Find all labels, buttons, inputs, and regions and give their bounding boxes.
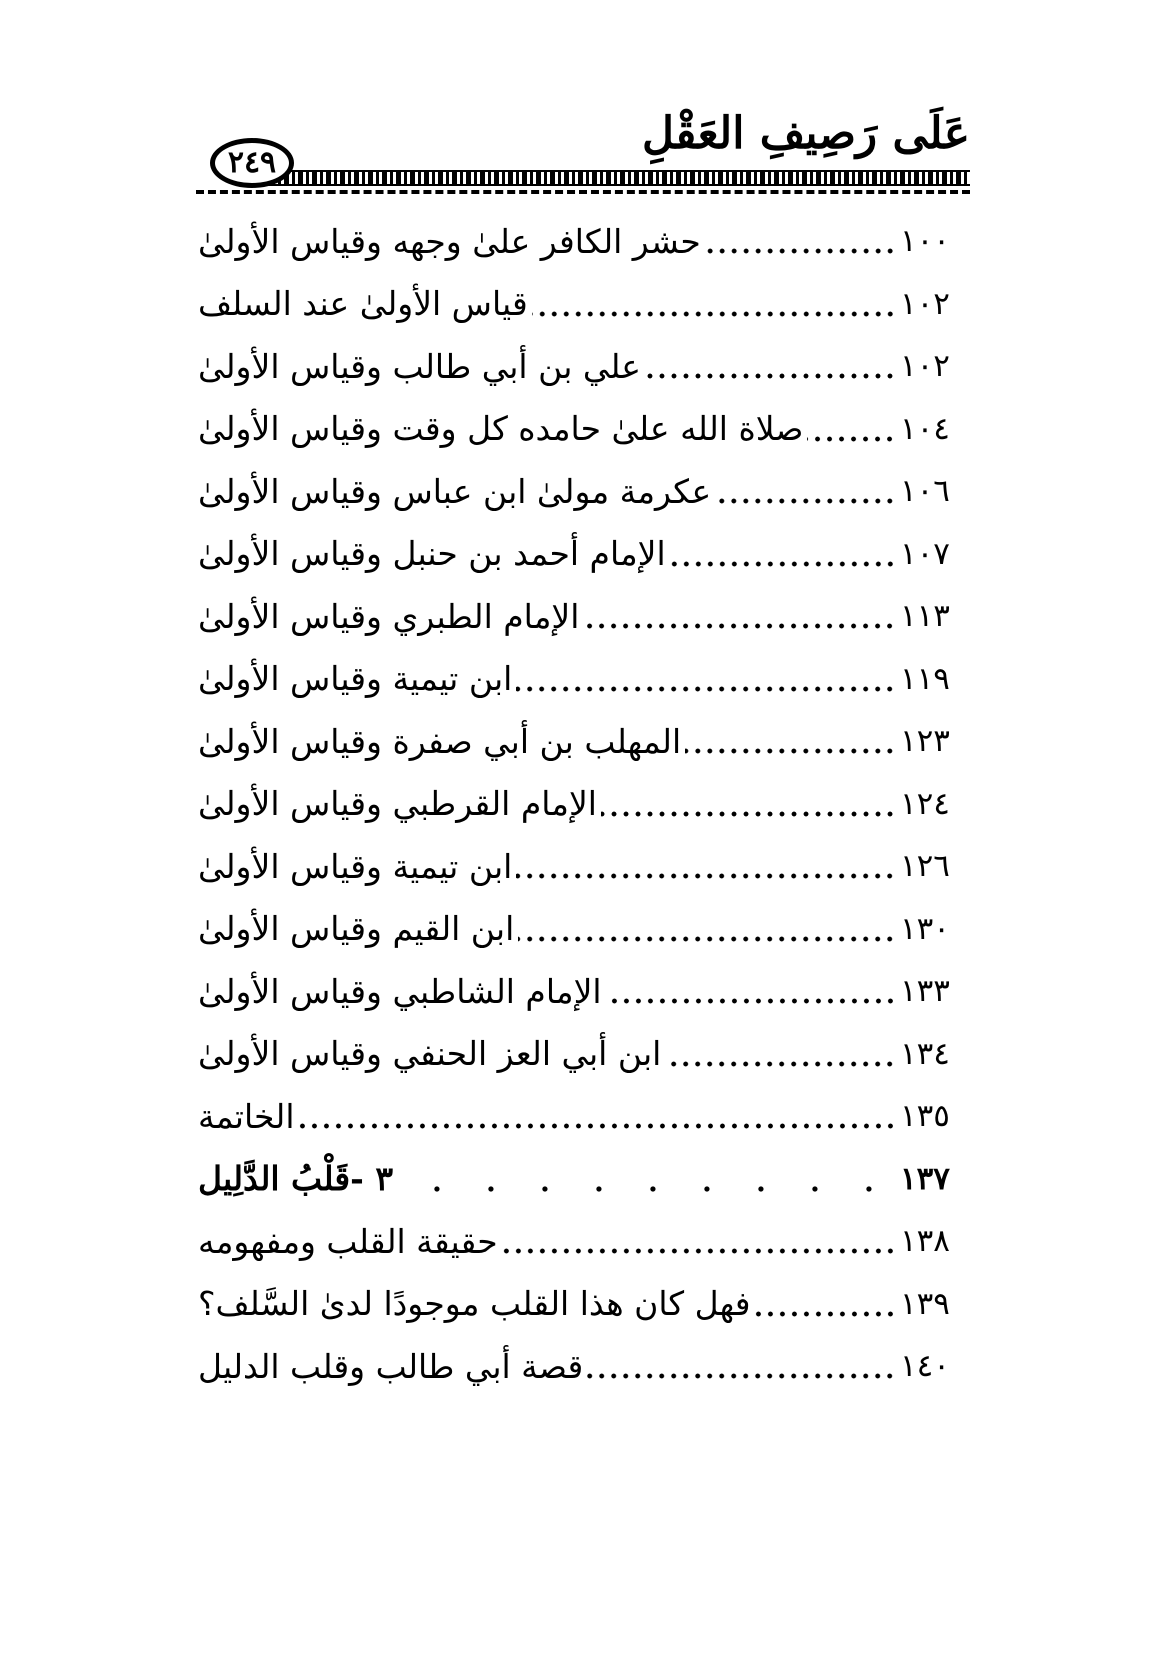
toc-entry-title: الخاتمة (198, 1096, 295, 1136)
toc-entry-title: فهل كان هذا القلب موجودًا لدىٰ السَّلف؟ (198, 1284, 751, 1324)
toc-entry-title: ابن تيمية وقياس الأولىٰ (198, 846, 513, 886)
toc-entry-page: ١٣٨ (900, 1223, 950, 1260)
toc-entry-page: ١٣٧ (900, 1160, 950, 1197)
dot-leader (299, 1099, 896, 1133)
toc-entry (198, 773, 970, 836)
toc-entry (198, 585, 970, 648)
toc-entry-page: ١١٣ (900, 598, 950, 635)
dot-leader (502, 1224, 896, 1258)
toc-entry-title: ابن أبي العز الحنفي وقياس الأولىٰ (198, 1034, 662, 1074)
toc-entry-title: الإمام أحمد بن حنبل وقياس الأولىٰ (198, 534, 666, 574)
dot-leader (601, 787, 896, 821)
dot-leader (807, 412, 896, 446)
toc-entry-title: الإمام الشاطبي وقياس الأولىٰ (198, 971, 602, 1011)
toc-entry (198, 960, 970, 1023)
dot-leader (755, 1287, 896, 1321)
toc-entry-title: حقيقة القلب ومفهومه (198, 1221, 498, 1261)
toc-entry-page: ١٣٤ (900, 1035, 950, 1072)
page-number-badge: ٢٤٩ (210, 138, 294, 188)
toc-entry (198, 1335, 970, 1398)
toc-entry (198, 210, 970, 273)
table-of-contents (198, 210, 970, 1398)
toc-entry-page: ١٠٠ (900, 223, 950, 260)
toc-entry-page: ١٠٢ (900, 348, 950, 385)
toc-entry (198, 898, 970, 961)
toc-entry-title: المهلب بن أبي صفرة وقياس الأولىٰ (198, 721, 682, 761)
toc-entry (198, 273, 970, 336)
toc-entry (198, 835, 970, 898)
toc-entry-title: الإمام القرطبي وقياس الأولىٰ (198, 784, 597, 824)
toc-entry-page: ١٢٣ (900, 723, 950, 760)
toc-entry-page: ١٢٦ (900, 848, 950, 885)
toc-entry-title: قياس الأولىٰ عند السلف (198, 284, 528, 324)
dot-leader (397, 1162, 896, 1196)
toc-entry-page: ١٣٥ (900, 1098, 950, 1135)
toc-entry (198, 460, 970, 523)
toc-entry-title: الإمام الطبري وقياس الأولىٰ (198, 596, 580, 636)
toc-entry (198, 710, 970, 773)
toc-entry (198, 648, 970, 711)
dot-leader (516, 662, 896, 696)
dot-leader (705, 224, 896, 258)
toc-entry-page: ١٠٧ (900, 535, 950, 572)
toc-entry-page: ١٠٢ (900, 285, 950, 322)
dot-leader (606, 974, 896, 1008)
dot-leader (715, 474, 896, 508)
dot-leader (665, 1037, 896, 1071)
toc-entry-title: ابن تيمية وقياس الأولىٰ (198, 659, 513, 699)
dashed-rule (196, 190, 970, 194)
dot-leader (518, 912, 896, 946)
toc-entry (198, 1273, 970, 1336)
toc-entry-title: ٣ -قَلْبُ الدَّلِيل (198, 1159, 394, 1199)
toc-entry-page: ١٠٦ (900, 473, 950, 510)
dot-leader (532, 287, 896, 321)
toc-entry-title: قصة أبي طالب وقلب الدليل (198, 1346, 584, 1386)
toc-entry-title: صلاة الله علىٰ حامده كل وقت وقياس الأولىٰ (198, 409, 804, 449)
dot-leader (685, 724, 896, 758)
toc-entry (198, 1085, 970, 1148)
toc-entry-page: ١٣٠ (900, 910, 950, 947)
dot-leader (670, 537, 896, 571)
ornamental-rule (256, 170, 970, 186)
toc-entry (198, 523, 970, 586)
toc-entry-title: ابن القيم وقياس الأولىٰ (198, 909, 515, 949)
toc-chapter-heading (198, 1148, 970, 1211)
dot-leader (583, 599, 896, 633)
toc-entry-page: ١٤٠ (900, 1348, 950, 1385)
toc-entry (198, 335, 970, 398)
toc-entry-page: ١٠٤ (900, 410, 950, 447)
toc-entry (198, 398, 970, 461)
toc-entry-title: عكرمة مولىٰ ابن عباس وقياس الأولىٰ (198, 471, 712, 511)
toc-entry-page: ١٣٣ (900, 973, 950, 1010)
dot-leader (516, 849, 896, 883)
toc-entry-page: ١٣٩ (900, 1285, 950, 1322)
toc-entry (198, 1023, 970, 1086)
toc-entry-title: حشر الكافر علىٰ وجهه وقياس الأولىٰ (198, 221, 701, 261)
toc-entry-title: علي بن أبي طالب وقياس الأولىٰ (198, 346, 642, 386)
page-header (196, 100, 970, 202)
book-title: عَلَى رَصِيفِ العَقْلِ (641, 108, 970, 159)
dot-leader (645, 349, 896, 383)
toc-entry (198, 1210, 970, 1273)
dot-leader (587, 1349, 896, 1383)
toc-entry-page: ١١٩ (900, 660, 950, 697)
toc-entry-page: ١٢٤ (900, 785, 950, 822)
